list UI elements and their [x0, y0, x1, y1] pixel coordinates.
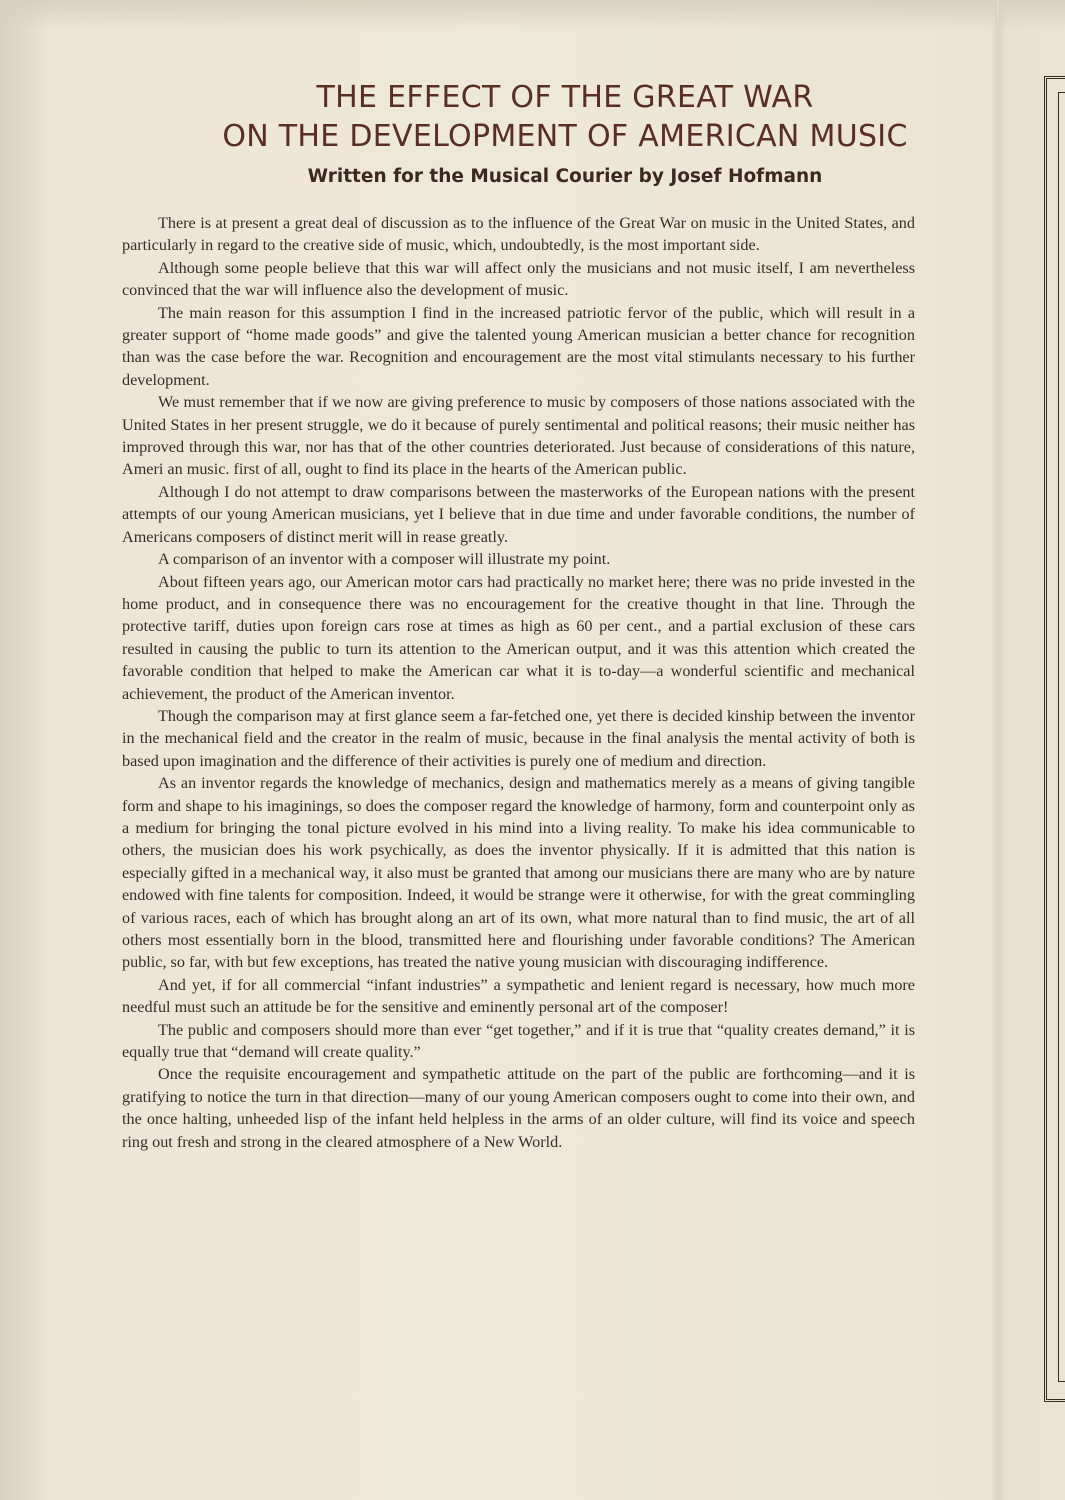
article-paragraph: The main reason for this assumption I find in the increased patriotic fervor of the public, which will result in a greater support of “home made goods” and give the talented young American musician a better chance for recognition than was the case before the war. Recognition and encouragement are the most vital stimulants necessary to his further development.: [122, 303, 915, 389]
article-paragraph: As an inventor regards the knowledge of mechanics, design and mathematics merely as a means of giving tangible form and shape to his imaginings, so does the composer regard the knowledge of harmony, form and counterpoint only as a medium for bringing the tonal picture evolved in his mind into a living reality. To make his idea communicable to others, the musician does his work psychically, as does the inventor physically. If it is admitted that this nation is especially gifted in a mechanical way, it also must be granted that among our musicians there are many who are by nature endowed with fine talents for composition. Indeed, it would be strange were it otherwise, for with the great commingling of various races, each of which has brought along an art of its own, what more natural than to find music, the art of all others most essentially born in the blood, transmitted here and flourishing under favorable conditions? The American public, so far, with but few exceptions, has treated the native young musician with discouraging indifference.: [122, 774, 915, 972]
article-paragraph: About fifteen years ago, our American motor cars had practically no market here; there was no pride invested in the home product, and in consequence there was no encouragement for the creative thought in that line. Through the protective tariff, duties upon foreign cars rose at times as high as 60 per cent., and a partial exclusion of these cars resulted in causing the public to turn its attention to the American output, and it was this attention which created the favorable condition that helped to make the American car what it is to-day—a wonderful scientific and mechanical achievement, the product of the American inventor.: [122, 572, 915, 703]
article-paragraph: And yet, if for all commercial “infant industries” a sympathetic and lenient regard is necessary, how much more needful must such an attitude be for the sensitive and eminently personal art of the composer!: [122, 975, 915, 1017]
article-paragraph: We must remember that if we now are giving preference to music by composers of those nations associated with the United States in her present struggle, we do it because of purely sentimental and political reasons; their music neither has improved through this war, nor has that of the other countries deteriorated. Just because of considerations of this nature, Ameri an music. first of all, ought to find its place in the hearts of the American public.: [122, 393, 915, 479]
article-paragraph: A comparison of an inventor with a composer will illustrate my point.: [158, 550, 611, 569]
article-paragraph: There is at present a great deal of discussion as to the influence of the Great War on music in the United States, and particularly in regard to the creative side of music, which, undoubtedly, is the most important side.: [122, 214, 915, 255]
article-paragraph: Although I do not attempt to draw comparisons between the masterworks of the European nations with the present attempts of our young American musicians, yet I believe that in due time and under favorable conditions, the number of Americans composers of distinct merit will in rease greatly.: [122, 482, 915, 546]
adjacent-page-inner-border: [1058, 92, 1065, 1382]
page-fold-line: [996, 0, 999, 1500]
article-paragraph: Though the comparison may at first glance seem a far-fetched one, yet there is decided kinship between the inventor in the mechanical field and the creator in the realm of music, because in the final analysis the mental activity of both is based upon imagination and the difference of their activities is purely one of medium and direction.: [122, 706, 915, 770]
article-title-line1: THE EFFECT OF THE GREAT WAR: [316, 80, 814, 115]
page-top-shadow: [0, 0, 1065, 30]
article-title-line2: ON THE DEVELOPMENT OF AMERICAN MUSIC: [222, 119, 908, 154]
article-paragraph: Although some people believe that this war will affect only the musicians and not music itself, I am nevertheless convinced that the war will influence also the development of music.: [122, 258, 915, 300]
article-body: [122, 212, 915, 1153]
article-byline: Written for the Musical Courier by Josef Hofmann: [307, 166, 823, 187]
article-paragraph: The public and composers should more than ever “get together,” and if it is true that “quality creates demand,” it is equally true that “demand will create quality.”: [122, 1020, 915, 1062]
article-paragraph: Once the requisite encouragement and sympathetic attitude on the part of the public are forthcoming—and it is gratifying to notice the turn in that direction—many of our young American composers ought to come into their own, and the once halting, unheeded lisp of the infant held helpless in the arms of an older culture, will find its voice and speech ring out fresh and strong in the cleared atmosphere of a New World.: [122, 1065, 915, 1151]
